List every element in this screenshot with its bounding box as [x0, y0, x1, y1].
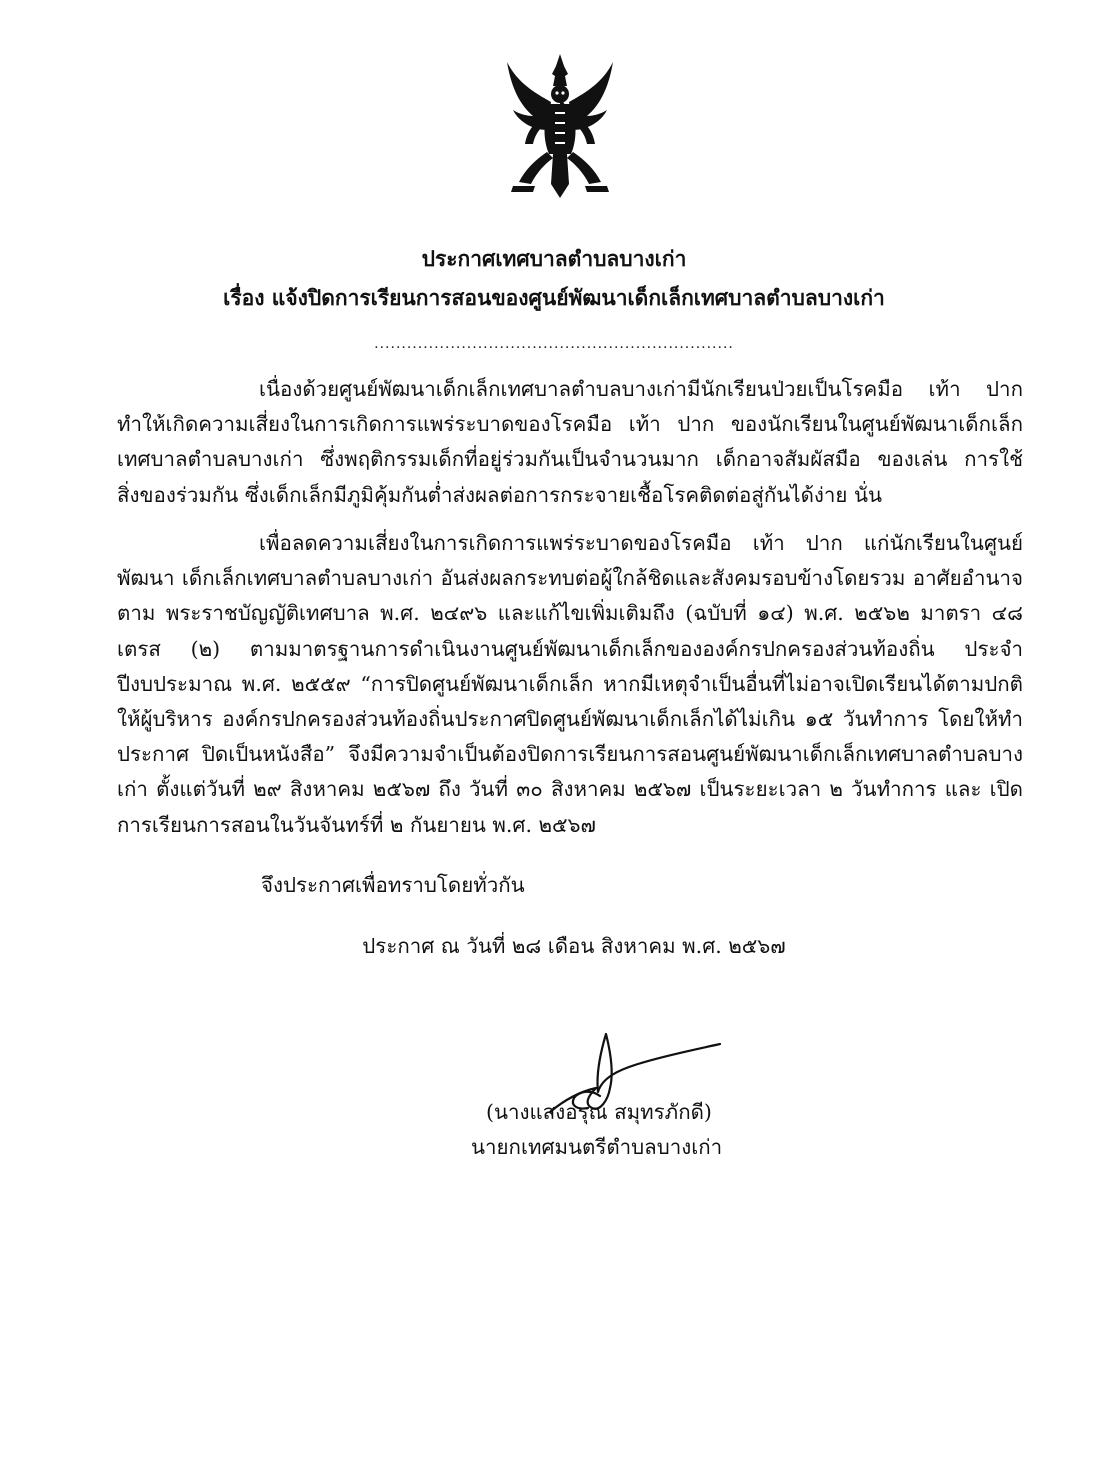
- closing-line: จึงประกาศเพื่อทราบโดยทั่วกัน: [261, 873, 525, 897]
- subject-heading: เรื่อง แจ้งปิดการเรียนการสอนของศูนย์พัฒนาเด็กเล็กเทศบาลตำบลบางเก่า: [223, 285, 885, 310]
- issuer-heading: ประกาศเทศบาลตำบลบางเก่า: [421, 246, 687, 271]
- dotted-separator: ..................................................................: [374, 336, 734, 352]
- paragraph-2: เพื่อลดความเสี่ยงในการเกิดการแพร่ระบาดของโรคมือ เท้า ปาก แก่นักเรียนในศูนย์พัฒนา เด็กเล็กเทศบาลตำบลบางเก่า อันส่งผลกระทบต่อผู้ใกล้ชิดและสังคมรอบข้างโดยรวม อาศัยอำนาจตาม พระราชบัญญัติเทศบาล พ.ศ. ๒๔๙๖ และแก้ไขเพิ่มเติมถึง (ฉบับที่ ๑๔) พ.ศ. ๒๕๖๒ มาตรา ๔๘ เตรส (๒) ตามมาตรฐานการดำเนินงานศูนย์พัฒนาเด็กเล็กขององค์กรปกครองส่วนท้องถิ่น ประจำปีงบประมาณ พ.ศ. ๒๕๕๙ “การปิดศูนย์พัฒนาเด็กเล็ก หากมีเหตุจำเป็นอื่นที่ไม่อาจเปิดเรียนได้ตามปกติ ให้ผู้บริหาร องค์กรปกครองส่วนท้องถิ่นประกาศปิดศูนย์พัฒนาเด็กเล็กได้ไม่เกิน ๑๕ วันทำการ โดยให้ทำประกาศ ปิดเป็นหนังสือ” จึงมีความจำเป็นต้องปิดการเรียนการสอนศูนย์พัฒนาเด็กเล็กเทศบาลตำบลบางเก่า ตั้งแต่วันที่ ๒๙ สิงหาคม ๒๕๖๗ ถึง วันที่ ๓๐ สิงหาคม ๒๕๖๗ เป็นระยะเวลา ๒ วันทำการ และ เปิดการเรียนการสอนในวันจันทร์ที่ ๒ กันยายน พ.ศ. ๒๕๖๗: [117, 531, 1023, 837]
- dateline: ประกาศ ณ วันที่ ๒๘ เดือน สิงหาคม พ.ศ. ๒๕๖๗: [362, 934, 786, 958]
- paragraph-1: เนื่องด้วยศูนย์พัฒนาเด็กเล็กเทศบาลตำบลบางเก่ามีนักเรียนป่วยเป็นโรคมือ เท้า ปาก ทำให้เกิดความเสี่ยงในการเกิดการแพร่ระบาดของโรคมือ เท้า ปาก ของนักเรียนในศูนย์พัฒนาเด็กเล็ก เทศบาลตำบลบางเก่า ซึ่งพฤติกรรมเด็กที่อยู่ร่วมกันเป็นจำนวนมาก เด็กอาจสัมผัสมือ ของเล่น การใช้สิ่งของร่วมกัน ซึ่งเด็กเล็กมีภูมิคุ้มกันต่ำส่งผลต่อการกระจายเชื้อโรคติดต่อสู่กันได้ง่าย นั่น: [117, 377, 1023, 507]
- signer-name: (นางแสงอรุณ สมุทรภักดี): [486, 1100, 712, 1124]
- signer-title: นายกเทศมนตรีตำบลบางเก่า: [471, 1135, 723, 1159]
- garuda-emblem: [503, 52, 617, 200]
